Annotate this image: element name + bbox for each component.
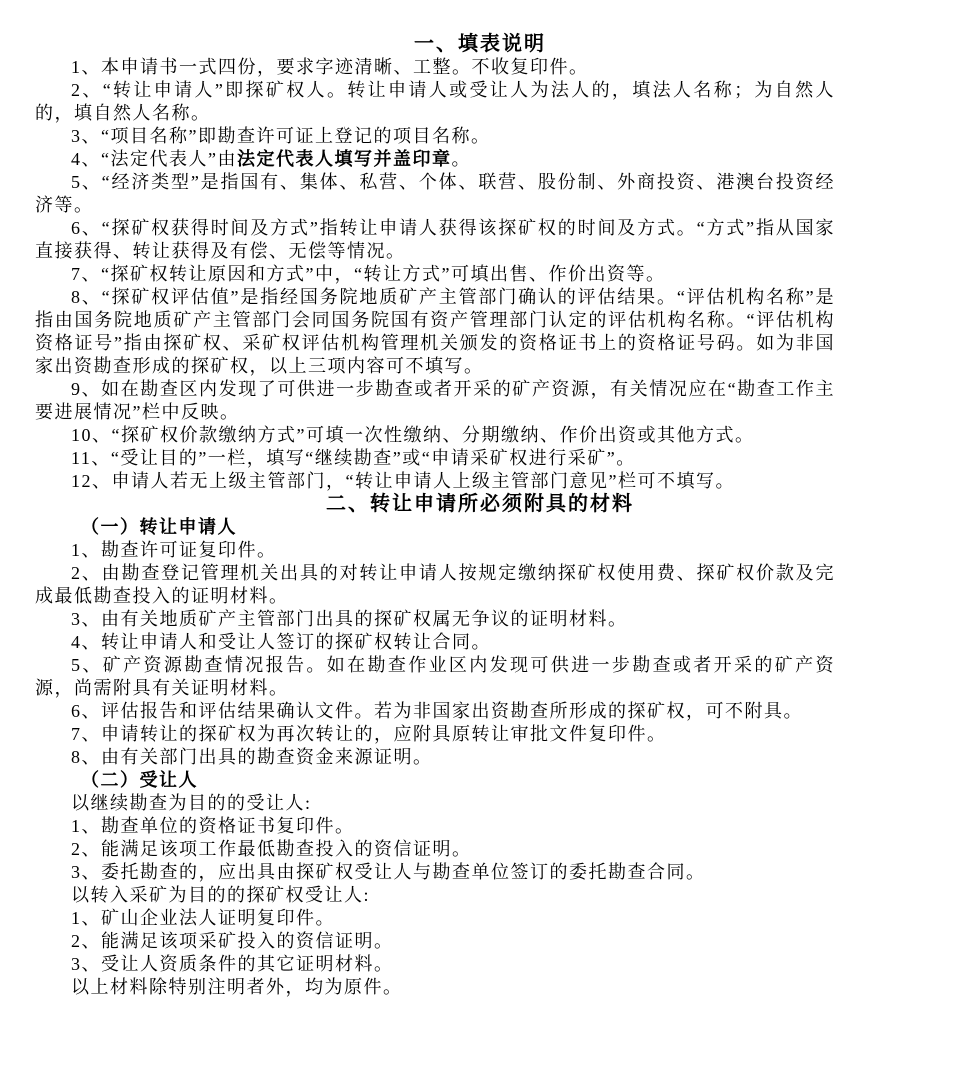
attachment-item: 4、转让申请人和受让人签订的探矿权转让合同。 bbox=[71, 632, 491, 652]
item4-bold-text: 法定代表人填写并盖印章 bbox=[236, 149, 452, 169]
item4-regular-text: 4、“法定代表人”由 bbox=[71, 149, 237, 169]
attachment-item: 2、由勘查登记管理机关出具的对转让申请人按规定缴纳探矿权使用费、探矿权价款及完成最低勘查投入的证明材料。 bbox=[35, 563, 835, 606]
instruction-item: 12、申请人若无上级主管部门，“转让申请人上级主管部门意见”栏可不填写。 bbox=[71, 471, 735, 491]
transferee-subheading: （二）受让人 bbox=[81, 770, 198, 790]
instruction-item: 3、“项目名称”即勘查许可证上登记的项目名称。 bbox=[71, 126, 491, 146]
attachment-item: 3、由有关地质矿产主管部门出具的探矿权属无争议的证明材料。 bbox=[71, 609, 628, 629]
instruction-item: 6、“探矿权获得时间及方式”指转让申请人获得该探矿权的时间及方式。“方式”指从国家直接获得、转让获得及有偿、无偿等情况。 bbox=[35, 218, 835, 261]
attachment-item: 6、评估报告和评估结果确认文件。若为非国家出资勘查所形成的探矿权，可不附具。 bbox=[71, 701, 803, 721]
attachment-line: 以转入采矿为目的的探矿权受让人: bbox=[71, 885, 370, 905]
attachment-item: 5、矿产资源勘查情况报告。如在勘查作业区内发现可供进一步勘查或者开采的矿产资源，尚需附具有关证明材料。 bbox=[35, 655, 835, 698]
section-2-heading: 二、转让申请所必须附具的材料 bbox=[326, 493, 634, 515]
attachment-line: 1、勘查单位的资格证书复印件。 bbox=[71, 816, 355, 836]
instruction-item: 11、“受让目的”一栏，填写“继续勘查”或“申请采矿权进行采矿”。 bbox=[71, 448, 636, 468]
section-1-heading: 一、填表说明 bbox=[414, 33, 546, 55]
attachment-line: 2、能满足该项采矿投入的资信证明。 bbox=[71, 931, 394, 951]
attachment-line: 1、矿山企业法人证明复印件。 bbox=[71, 908, 335, 928]
attachment-line: 2、能满足该项工作最低勘查投入的资信证明。 bbox=[71, 839, 472, 859]
attachment-item: 7、申请转让的探矿权为再次转让的，应附具原转让审批文件复印件。 bbox=[71, 724, 667, 744]
instruction-item: 1、本申请书一式四份，要求字迹清晰、工整。不收复印件。 bbox=[71, 57, 589, 77]
instruction-item: 5、“经济类型”是指国有、集体、私营、个体、联营、股份制、外商投资、港澳台投资经济等。 bbox=[35, 172, 835, 215]
attachment-line: 以上材料除特别注明者外，均为原件。 bbox=[71, 977, 403, 997]
attachment-line: 3、委托勘查的，应出具由探矿权受让人与勘查单位签订的委托勘查合同。 bbox=[71, 862, 706, 882]
instruction-item: 10、“探矿权价款缴纳方式”可填一次性缴纳、分期缴纳、作价出资或其他方式。 bbox=[71, 425, 755, 445]
item4-period: 。 bbox=[451, 149, 471, 169]
attachment-line: 以继续勘查为目的的受让人: bbox=[71, 793, 312, 813]
applicant-subheading: （一）转让申请人 bbox=[81, 517, 237, 537]
attachment-item: 8、由有关部门出具的勘查资金来源证明。 bbox=[71, 747, 433, 767]
instruction-item: 2、“转让申请人”即探矿权人。转让申请人或受让人为法人的，填法人名称；为自然人的，填自然人名称。 bbox=[35, 80, 835, 123]
instruction-item: 8、“探矿权评估值”是指经国务院地质矿产主管部门确认的评估结果。“评估机构名称”是指由国务院地质矿产主管部门会同国务院国有资产管理部门认定的评估机构名称。“评估机构资格证号”指由探矿权、采矿权评估机构管理机关颁发的资格证书上的资格证号码。如为非国家出资勘查形成的探矿权，以上三项内容可不填写。 bbox=[35, 287, 836, 376]
attachment-item: 1、勘查许可证复印件。 bbox=[71, 540, 277, 560]
instruction-item: 9、如在勘查区内发现了可供进一步勘查或者开采的矿产资源，有关情况应在“勘查工作主要进展情况”栏中反映。 bbox=[35, 379, 835, 422]
attachment-line: 3、受让人资质条件的其它证明材料。 bbox=[71, 954, 394, 974]
instruction-item: 7、“探矿权转让原因和方式”中，“转让方式”可填出售、作价出资等。 bbox=[71, 264, 666, 284]
instruction-item-with-bold bbox=[35, 148, 835, 171]
